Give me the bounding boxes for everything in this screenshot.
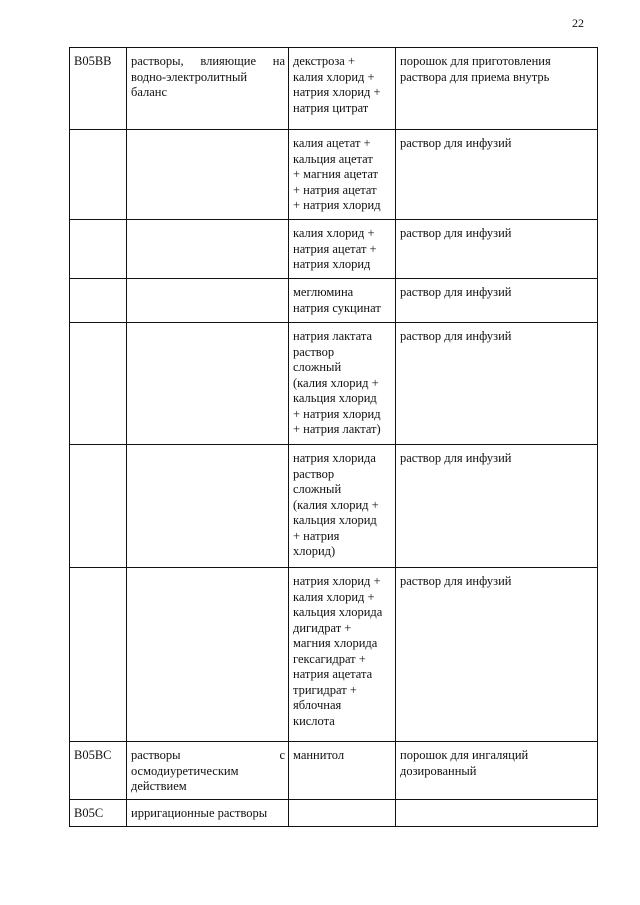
substance-line: меглюмина	[293, 285, 354, 299]
substance-line: натрия ацетата	[293, 667, 373, 681]
substance-line: дигидрат +	[293, 620, 352, 635]
substance-line: раствор	[293, 466, 335, 481]
dosage-form-cell	[396, 568, 598, 742]
dosage-form-cell	[396, 742, 598, 800]
substance-line: яблочная	[293, 698, 342, 712]
substance-line: кальция хлорида	[293, 605, 383, 619]
table-row	[70, 799, 598, 826]
substance-cell	[289, 220, 396, 279]
substance-line: натрия цитрат	[293, 100, 369, 115]
dosage-form-line: раствора для приема внутрь	[400, 69, 550, 84]
drug-classification-table	[69, 47, 598, 827]
dosage-form-cell	[396, 445, 598, 568]
substance-line: хлорид)	[293, 544, 336, 558]
substance-cell	[289, 48, 396, 130]
atc-group-cell: растворы, влияющие на водно-электролитный баланс	[127, 48, 289, 130]
substance-line: натрия хлорид +	[293, 85, 381, 99]
substance-line: натрия ацетат +	[293, 241, 377, 256]
substance-line: (калия хлорид +	[293, 497, 379, 512]
atc-group-cell: растворы с осмодиуретическим действием	[127, 742, 289, 800]
substance-line: + натрия хлорид	[293, 406, 381, 421]
atc-code-cell: B05C	[70, 799, 127, 826]
dosage-form-cell	[396, 279, 598, 323]
table-row	[70, 568, 598, 742]
substance-line: декстроза +	[293, 54, 355, 68]
atc-group-cell: ирригационные растворы	[127, 799, 289, 826]
substance-cell	[289, 323, 396, 445]
atc-group-cell	[127, 445, 289, 568]
atc-code-cell: B05BC	[70, 742, 127, 800]
substance-line: кислота	[293, 713, 335, 728]
substance-line: натрия хлорид +	[293, 574, 381, 588]
dosage-form-line: раствор для инфузий	[400, 574, 512, 588]
substance-line: кальция хлорид	[293, 513, 377, 527]
substance-line: + натрия лактат)	[293, 422, 381, 436]
atc-group-cell	[127, 279, 289, 323]
substance-cell	[289, 568, 396, 742]
dosage-form-line: раствор для инфузий	[400, 451, 512, 465]
dosage-form-cell	[396, 48, 598, 130]
substance-line: гексагидрат +	[293, 651, 366, 666]
atc-code-cell	[70, 568, 127, 742]
dosage-form-line: дозированный	[400, 763, 477, 778]
atc-code-cell	[70, 220, 127, 279]
atc-group-cell	[127, 323, 289, 445]
atc-code-cell	[70, 323, 127, 445]
substance-cell	[289, 130, 396, 220]
dosage-form-cell	[396, 130, 598, 220]
table-row	[70, 220, 598, 279]
substance-line: калия хлорид +	[293, 69, 375, 84]
atc-code-cell: B05BB	[70, 48, 127, 130]
substance-line: натрия сукцинат	[293, 300, 381, 315]
table-row	[70, 323, 598, 445]
atc-group-cell	[127, 568, 289, 742]
substance-line: маннитол	[293, 748, 345, 762]
substance-line: + натрия ацетат	[293, 182, 377, 197]
substance-line: + натрия хлорид	[293, 198, 381, 212]
dosage-form-cell	[396, 799, 598, 826]
atc-code-cell	[70, 279, 127, 323]
dosage-form-line: порошок для приготовления	[400, 54, 551, 68]
substance-line: + натрия	[293, 528, 340, 543]
table-row	[70, 279, 598, 323]
atc-code-cell	[70, 130, 127, 220]
substance-line: (калия хлорид +	[293, 375, 379, 390]
table-row	[70, 742, 598, 800]
substance-line: сложный	[293, 482, 342, 496]
dosage-form-line: порошок для ингаляций	[400, 748, 529, 762]
substance-cell	[289, 279, 396, 323]
substance-line: калия хлорид +	[293, 226, 375, 240]
substance-line: калия ацетат +	[293, 136, 371, 150]
table-row	[70, 130, 598, 220]
dosage-form-line: раствор для инфузий	[400, 329, 512, 343]
substance-line: натрия лактата	[293, 329, 373, 343]
substance-cell	[289, 799, 396, 826]
substance-line: магния хлорида	[293, 636, 378, 650]
substance-cell	[289, 445, 396, 568]
substance-line: калия хлорид +	[293, 589, 375, 604]
atc-code-cell	[70, 445, 127, 568]
dosage-form-cell	[396, 323, 598, 445]
substance-line: кальция ацетат	[293, 151, 373, 166]
substance-line: натрия хлорид	[293, 257, 371, 271]
substance-line: + магния ацетат	[293, 167, 379, 181]
substance-line: натрия хлорида	[293, 451, 376, 465]
table-body	[70, 48, 598, 827]
substance-line: тригидрат +	[293, 682, 357, 697]
atc-group-cell	[127, 130, 289, 220]
dosage-form-cell	[396, 220, 598, 279]
dosage-form-line: раствор для инфузий	[400, 226, 512, 240]
atc-group-cell	[127, 220, 289, 279]
dosage-form-line: раствор для инфузий	[400, 285, 512, 299]
substance-line: кальция хлорид	[293, 391, 377, 405]
substance-line: сложный	[293, 360, 342, 374]
page-number: 22	[572, 16, 584, 30]
table-row	[70, 445, 598, 568]
table-row	[70, 48, 598, 130]
substance-line: раствор	[293, 344, 335, 359]
substance-cell	[289, 742, 396, 800]
dosage-form-line: раствор для инфузий	[400, 136, 512, 150]
